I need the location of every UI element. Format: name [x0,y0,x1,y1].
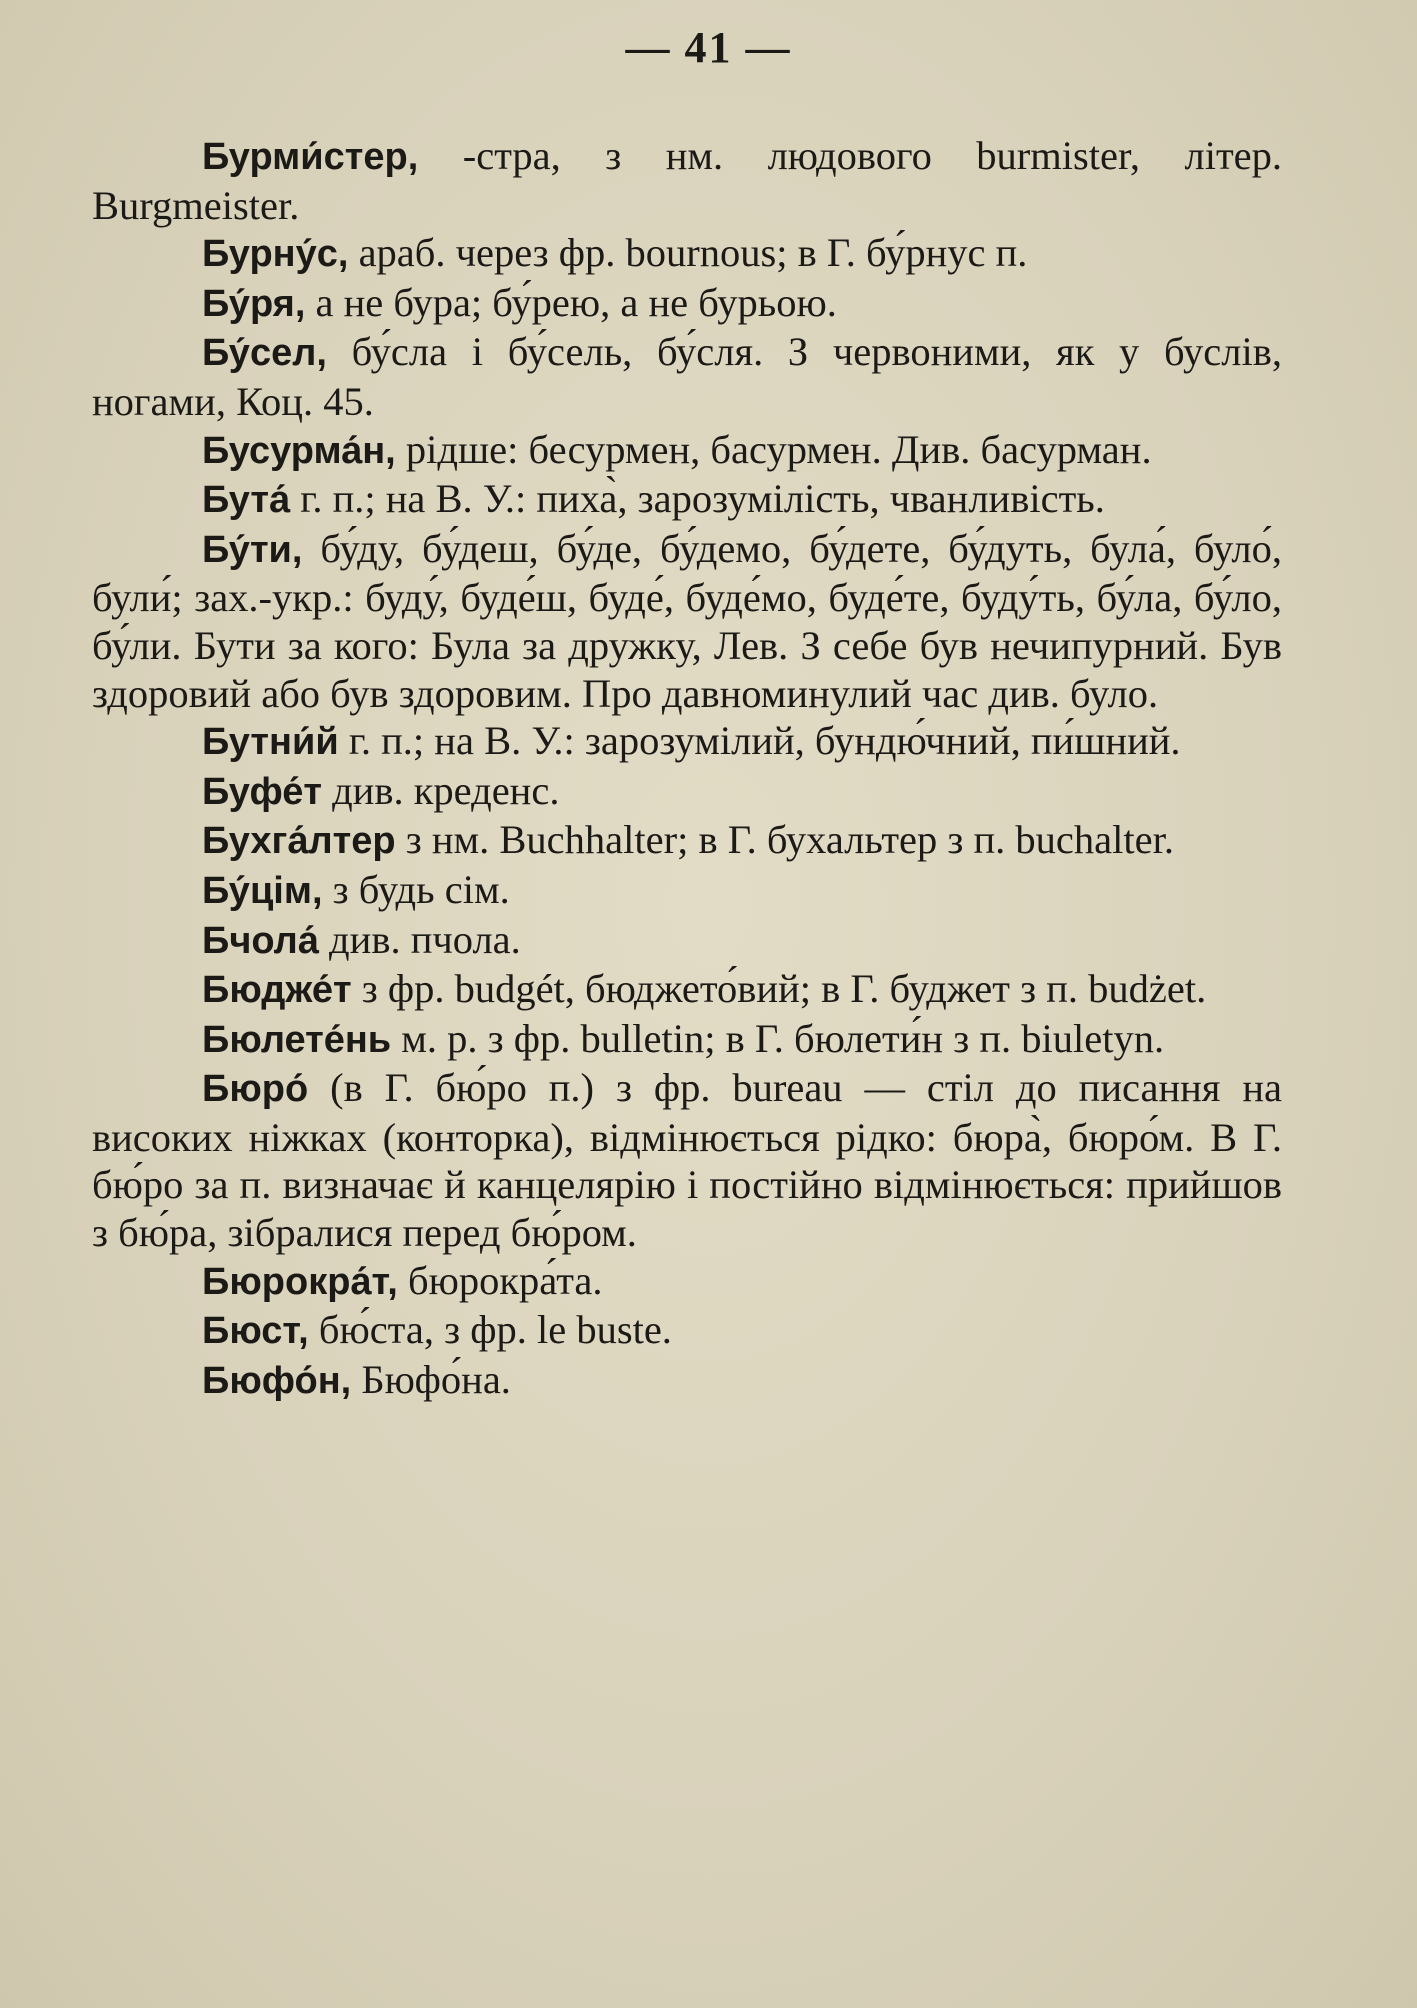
dictionary-entry [92,767,1282,817]
entry-text: Бюфо́на. [351,1356,511,1402]
dictionary-entry [92,717,1282,767]
entry-headword: Бюдже́т [202,969,352,1012]
entry-text: -стра, з нм. людового burmister, літер. Burgmeister. [92,133,1282,228]
page-number: — 41 — [625,23,792,72]
entry-headword: Бу́сел, [202,332,327,375]
entry-headword: Бусурма́н, [202,429,396,472]
entry-headword: Бюлете́нь [202,1018,392,1061]
entry-headword: Бу́цім, [202,869,323,912]
entry-list [92,132,1282,1405]
entry-text: з фр. budgét, бюджето́вий; в Г. буджет з п. budżet. [351,966,1207,1012]
dictionary-entry [92,1064,1282,1256]
entry-headword: Бутни́й [202,721,339,764]
dictionary-entry [92,229,1282,279]
entry-text: (в Г. бю́ро п.) з фр. bureau — стіл до писання на високих ніжках (конторка), відмінюється рідко: бюра̀, бюро́м. В Г. бю́ро за п. визначає й канцелярію і постійно відмінюється: прийшов з бю́ра, зібралися перед бю́ром. [92,1065,1282,1256]
entry-text: араб. через фр. bournous; в Г. бу́рнус п. [348,230,1028,276]
dictionary-entry [92,965,1282,1015]
entry-text: бу́сла і бу́сель, бу́сля. З червоними, як у буслів, ногами, Коц. 45. [92,329,1282,424]
dictionary-entry [92,1257,1282,1307]
entry-headword: Буфе́т [202,770,322,813]
entry-text: г. п.; на В. У.: пиха̀, зарозумілість, чванливість. [290,476,1105,522]
entry-headword: Бухга́лтер [202,820,396,863]
entry-text: г. п.; на В. У.: зарозумілий, бундю́чний, пи́шний. [338,718,1181,764]
entry-headword: Бюст, [202,1310,309,1353]
dictionary-entry [92,525,1282,717]
dictionary-entry [92,426,1282,476]
dictionary-entry [92,916,1282,966]
entry-text: а не бура; бу́рею, а не бурьою. [305,279,837,325]
entry-headword: Бчола́ [202,919,319,962]
dictionary-entry [92,132,1282,229]
entry-headword: Бурми́стер, [202,136,419,178]
dictionary-entry [92,279,1282,329]
entry-headword: Бюфо́н, [202,1359,352,1402]
dictionary-entry [92,328,1282,425]
dictionary-entry [92,475,1282,525]
entry-text: бу́ду, бу́деш, бу́де, бу́демо, бу́дете, бу́дуть, була́, було́, були́; зах.-укр.: буду́, буде́ш, буде́, буде́мо, буде́те, буду́ть, бу́ла, бу́ло, бу́ли. Бути за кого: Була за дружку, Лев. З себе був нечипурний. Був здоровий або був здоровим. Про давноминулий час див. було. [92,525,1282,716]
dictionary-entry [92,1015,1282,1065]
entry-text: див. креденс. [321,767,560,813]
entry-text: з нм. Buchhalter; в Г. бухальтер з п. buchalter. [395,817,1174,863]
dictionary-entry [92,816,1282,866]
dictionary-entry [92,866,1282,916]
entry-text: бюрокра́та. [397,1257,603,1303]
entry-headword: Бюрокра́т, [202,1260,398,1303]
dictionary-entry [92,1306,1282,1356]
entry-text: м. р. з фр. bulletin; в Г. бюлети́н з п. biuletyn. [391,1015,1165,1061]
entry-headword: Бюро́ [202,1068,309,1111]
entry-text: рідше: бесурмен, басурмен. Див. басурман. [395,426,1152,472]
entry-headword: Бута́ [202,479,291,522]
entry-text: з будь сім. [322,866,510,912]
entry-headword: Бу́ря, [202,282,306,325]
entry-headword: Бу́ти, [202,528,303,571]
dictionary-entry [92,1356,1282,1406]
entry-text: бю́ста, з фр. le buste. [308,1307,672,1353]
entry-headword: Бурну́с, [202,233,349,276]
entry-text: див. пчола. [318,916,521,962]
